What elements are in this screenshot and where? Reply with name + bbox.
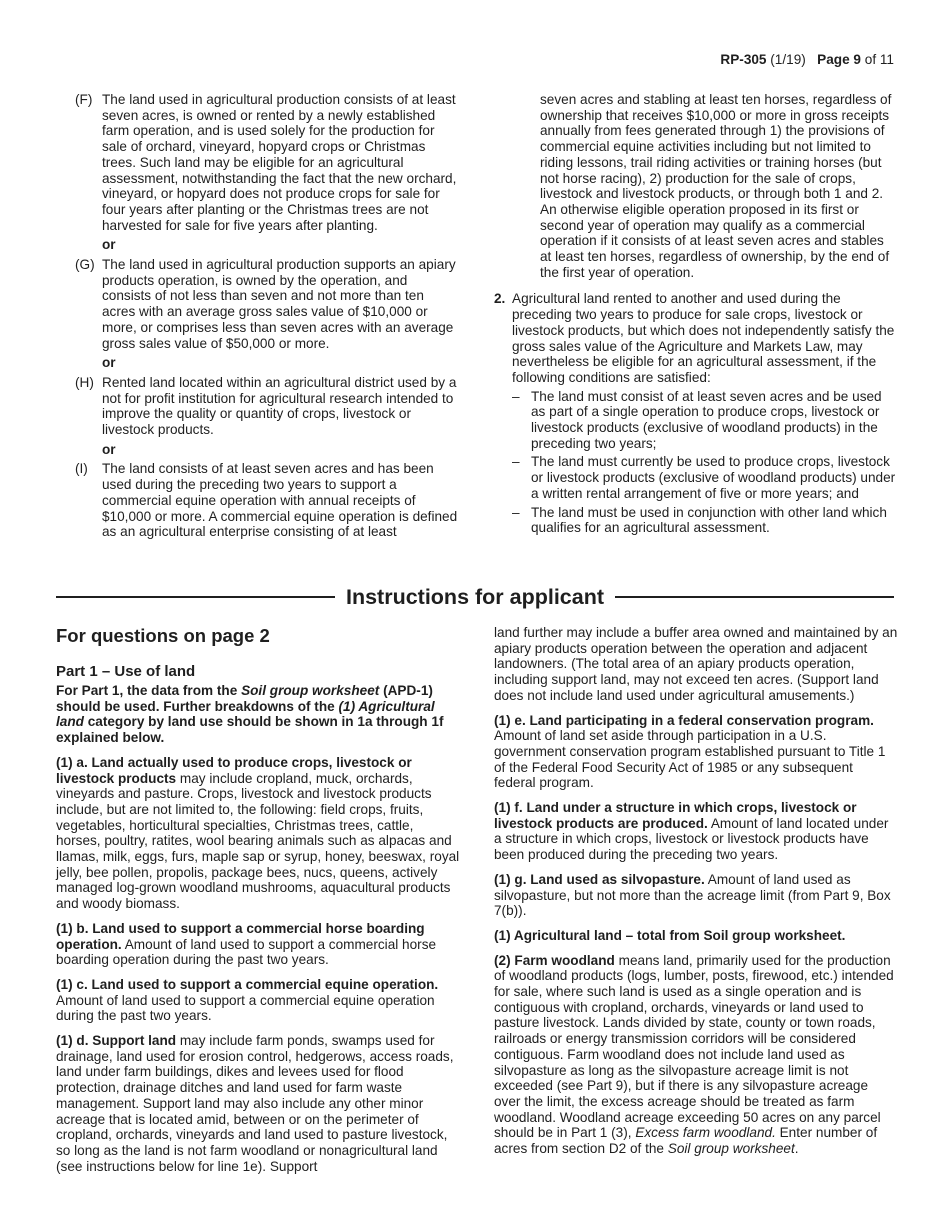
- paragraph-lead: (1) c. Land used to support a commercial equine operation.: [56, 976, 439, 992]
- paragraph-italic: Soil group worksheet: [667, 1141, 795, 1157]
- paragraph-body: may include cropland, muck, orchards, vineyards and pasture. Crops, livestock and livestock products include, but are not limited to, the following: field crops, fruits, vegetables, horticultural specialties, Christmas trees, cattle, horses, poultry, ratites, wool bearing animals such as alpacas and llamas, milk, eggs, furs, maple sap or syrup, honey, beeswax, royal jelly, bee pollen, propolis, package bees, nucs, queens, actively managed log-grown woodland mushrooms, aquacultural products and woody biomass.: [56, 770, 460, 912]
- list-item: [56, 257, 460, 351]
- continued-text: seven acres and stabling at least ten horses, regardless of ownership that receives $10,000 or more in gross receipts annually from fees generated through 1) the provisions of commercial equine activities including but not limited to riding lessons, trail riding activities or training horses (but not horse racing), 2) production for the sale of crops, livestock and livestock products, or through both 1 and 2. An otherwise eligible operation proposed in its first or second year of operation may qualify as a commercial operation if it consists of at least seven acres and stables at least ten horses, regardless of ownership, by the end of the first year of operation.: [540, 92, 892, 280]
- paragraph-body: Enter number of acres from section D2 of the: [494, 1125, 878, 1157]
- item-key: (G): [75, 257, 95, 273]
- list-item: [56, 375, 460, 438]
- condition-item: [512, 454, 898, 501]
- dash-mark: –: [512, 388, 520, 404]
- item-text: The land consists of at least seven acres and has been used during the preceding two years to support a commercial equine operation with annual receipts of $10,000 or more. A commercial equine operation is defined as an agricultural enterprise consisting of at least: [102, 461, 458, 540]
- intro-text: (APD-1) should be used. Further breakdowns of the: [56, 683, 433, 714]
- paragraph-lead: (1) d. Support land: [56, 1033, 177, 1049]
- item-text: The land used in agricultural production consists of at least seven acres, is owned or rented by a newly established farm operation, and is used solely for the production for sale of orchard, vineyard, hopyard crops or Christmas trees. Such land may be eligible for an agricultural assessment, notwithstanding the fact that the new orchard, vineyard, or hopyard does not produce crops for sale for four years after planting or the Christmas trees are not harvested for sale for five years after planting.: [102, 92, 457, 233]
- item-key: (F): [75, 92, 93, 107]
- paragraph-1a: [56, 755, 460, 912]
- intro-paragraph: [56, 683, 460, 746]
- condition-item: [512, 505, 898, 536]
- instructions-left-column: [56, 625, 460, 1183]
- numbered-item: [494, 291, 898, 385]
- title-rule-right: [615, 596, 894, 598]
- condition-text: The land must currently be used to produce crops, livestock or livestock products (exclusive of woodland products) under a written rental arrangement of five or more years; and: [531, 454, 896, 501]
- paragraph-body: may include farm ponds, swamps used for drainage, land used for erosion control, hedgerows, access roads, land under farm buildings, dikes and levees used for flood protection, drainage ditches and land used for farm waste management. Support land may also include any other minor acreage that is located amid, between or on the perimeter of cropland, orchards, vineyards and land used to pasture livestock, so long as the land is not farm woodland or nonagricultural land (see instructions below for line 1e). Support: [56, 1033, 454, 1174]
- paragraph-1g: [494, 872, 898, 919]
- paragraph-lead: (1) a. Land actually used to produce crops, livestock or livestock products: [56, 754, 412, 786]
- paragraph-lead: (1) b. Land used to support a commercial horse boarding operation.: [56, 920, 425, 952]
- part-heading: Part 1 – Use of land: [56, 663, 196, 680]
- list-item: [56, 461, 460, 540]
- paragraph-lead: (1) e. Land participating in a federal conservation program.: [494, 712, 874, 728]
- section-title: [56, 582, 894, 612]
- or-separator: or: [102, 237, 116, 253]
- page-header: [720, 52, 894, 68]
- page-total: of 11: [864, 52, 894, 67]
- paragraph-1d: [56, 1033, 460, 1174]
- top-left-column: [56, 92, 460, 544]
- item-text: Agricultural land rented to another and used during the preceding two years to produce for sale crops, livestock or livestock products, but which does not independently satisfy the gross sales value of the Agriculture and Markets Law, may nevertheless be eligible for an agricultural assessment, if the following conditions are satisfied:: [512, 291, 895, 385]
- or-separator: or: [102, 355, 116, 371]
- questions-heading: For questions on page 2: [56, 625, 270, 646]
- paragraph-body: Amount of land set aside through participation in a U.S. government conservation program established pursuant to Title 1 of the Federal Food Security Act of 1985 or any subsequent federal program.: [494, 728, 886, 791]
- top-right-column: [494, 92, 898, 536]
- intro-text: category by land use should be shown in 1a through 1f explained below.: [56, 714, 444, 746]
- paragraph-1c: [56, 977, 460, 1024]
- page-number: 9: [853, 52, 861, 67]
- dash-mark: –: [512, 504, 520, 520]
- paragraph-1b: [56, 921, 460, 968]
- condition-item: [512, 389, 898, 452]
- paragraph-2: [494, 953, 898, 1157]
- intro-italic: (1) Agricultural land: [56, 698, 435, 730]
- title-rule-left: [56, 596, 335, 598]
- page-word: Page: [817, 52, 850, 67]
- intro-text: For Part 1, the data from the: [56, 683, 242, 698]
- continued-paragraph: land further may include a buffer area owned and maintained by an apiary products operation between the operation and adjacent landowners. (The total area of an apiary products operation, including support land, may not exceed ten acres. (Support land does not include land used under agricultural amusements.): [494, 625, 898, 703]
- paragraph-body: Amount of land located under a structure in which crops, livestock or livestock products have been produced during the preceding two years.: [494, 815, 889, 863]
- item-key: (I): [75, 461, 88, 477]
- form-revision: (1/19): [770, 52, 806, 67]
- paragraph-lead: (1) f. Land under a structure in which crops, livestock or livestock products are produced.: [494, 800, 857, 831]
- section-title-text: Instructions for applicant: [345, 585, 605, 609]
- item-text: Rented land located within an agricultural district used by a not for profit institution for agricultural research intended to improve the quality or quantity of crops, livestock or livestock products.: [102, 374, 457, 438]
- paragraph-lead: (2) Farm woodland: [494, 952, 615, 968]
- paragraph-body: Amount of land used to support a commercial horse boarding operation during the past two years.: [56, 936, 437, 968]
- paragraph-1f: [494, 800, 898, 863]
- paragraph-body: Amount of land used to support a commercial equine operation during the past two years.: [56, 992, 435, 1024]
- or-separator: or: [102, 441, 116, 457]
- paragraph-italic: Excess farm woodland.: [635, 1125, 776, 1141]
- instructions-right-column: [494, 625, 898, 1166]
- paragraph-1e: [494, 713, 898, 792]
- condition-text: The land must consist of at least seven acres and be used as part of a single operation to produce crops, livestock or livestock products (exclusive of woodland products) in the preceding two years;: [531, 388, 882, 451]
- item-text: The land used in agricultural production supports an apiary products operation, is owned by the operation, and consists of not less than seven and not more than ten acres with an average gross sales value of $10,000 or more, or comprises less than seven acres with an average gross sales value of $50,000 or more.: [102, 257, 456, 351]
- paragraph-body: means land, primarily used for the production of woodland products (logs, lumber, posts, firewood, etc.) intended for sale, where such land is used as a single operation and is contiguous with cropland, orchards, vineyards or land used to pasture livestock. Lands divided by state, county or town roads, railroads or energy transmission corridors will be considered contiguous. Farm woodland does not include land used as silvopasture as long as the silvopasture acreage limit is not exceeded (see Part 9), but if there is any silvopasture acreage over the limit, the excess acreage should be treated as farm woodland. Woodland acreage exceeding 50 acres on any parcel should be in Part 1 (3),: [494, 952, 894, 1141]
- list-item: [56, 92, 460, 233]
- item-key: (H): [75, 374, 94, 390]
- paragraph-total: (1) Agricultural land – total from Soil group worksheet.: [494, 927, 846, 943]
- dash-mark: –: [512, 454, 520, 470]
- intro-italic: Soil group worksheet: [241, 683, 380, 698]
- paragraph-body: .: [794, 1141, 799, 1157]
- condition-text: The land must be used in conjunction with other land which qualifies for an agricultural assessment.: [531, 504, 887, 536]
- paragraph-body: Amount of land used as silvopasture, but not more than the acreage limit (from Part 9, Box 7(b)).: [494, 871, 891, 919]
- item-number: 2.: [494, 291, 506, 307]
- paragraph-lead: (1) g. Land used as silvopasture.: [494, 871, 705, 887]
- form-number: RP-305: [720, 52, 767, 67]
